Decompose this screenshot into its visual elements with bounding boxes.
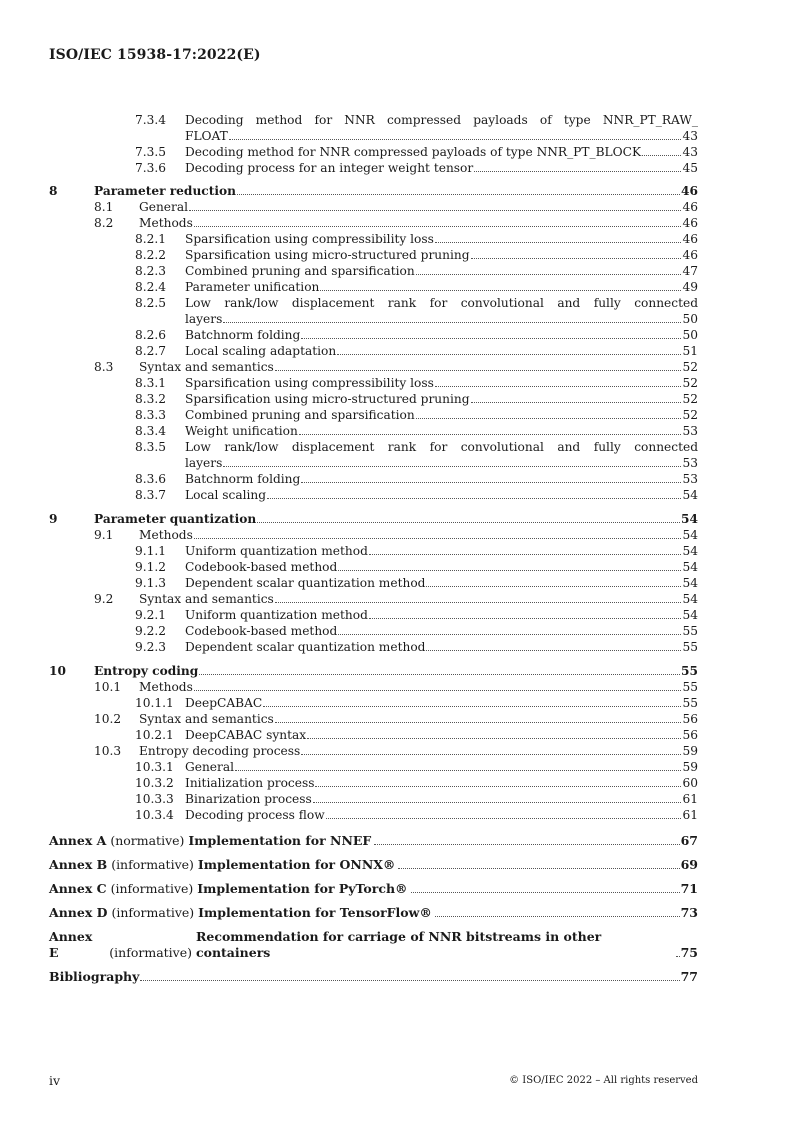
toc-title: Local scaling adaptation bbox=[185, 344, 337, 358]
toc-title: DeepCABAC bbox=[185, 696, 263, 710]
toc-number: 8.2.5 bbox=[135, 296, 167, 310]
toc-entry-9-1[interactable] bbox=[0, 527, 793, 543]
annex-type: (normative) bbox=[110, 833, 185, 848]
dot-leader bbox=[426, 586, 681, 587]
page-number: iv bbox=[49, 1073, 61, 1088]
toc-title: Batchnorm folding bbox=[185, 328, 301, 342]
toc-entry-8-2-6[interactable] bbox=[0, 327, 793, 343]
annex-title: Implementation for TensorFlow® bbox=[198, 905, 432, 920]
toc-page: 54 bbox=[682, 488, 698, 502]
toc-page: 54 bbox=[682, 544, 698, 558]
toc-entry-9-2-1[interactable] bbox=[0, 607, 793, 623]
toc-number: 8.3.7 bbox=[135, 488, 167, 502]
toc-annex-d[interactable] bbox=[0, 905, 793, 921]
toc-entry-8-3-7[interactable] bbox=[0, 487, 793, 503]
toc-title: Sparsification using micro-structured pruning bbox=[185, 248, 470, 262]
toc-page: 52 bbox=[682, 408, 698, 422]
toc-title: Decoding process for an integer weight tensor bbox=[185, 161, 474, 175]
dot-leader bbox=[320, 290, 681, 291]
toc-title: Sparsification using compressibility loss bbox=[185, 232, 434, 246]
toc-page: 56 bbox=[682, 712, 698, 726]
dot-leader bbox=[471, 402, 682, 403]
toc-entry-9-1-3[interactable] bbox=[0, 575, 793, 591]
toc-entry-8-2-3[interactable] bbox=[0, 263, 793, 279]
toc-entry-8-2-2[interactable] bbox=[0, 247, 793, 263]
annex-title: Recommendation for carriage of NNR bitstreams in other containers bbox=[196, 929, 602, 960]
dot-leader bbox=[235, 770, 681, 771]
toc-title: Entropy decoding process bbox=[139, 744, 301, 758]
dot-leader bbox=[326, 818, 682, 819]
dot-leader bbox=[676, 956, 680, 957]
toc-page: 53 bbox=[682, 456, 698, 470]
dot-leader bbox=[275, 370, 682, 371]
toc-clause-8[interactable] bbox=[0, 183, 793, 199]
dot-leader bbox=[435, 386, 682, 387]
dot-leader bbox=[435, 916, 680, 917]
dot-leader bbox=[398, 868, 679, 869]
annex-title: Implementation for ONNX® bbox=[197, 857, 396, 872]
toc-number: 9.1.3 bbox=[135, 576, 167, 590]
toc-number: 9.2 bbox=[94, 592, 114, 606]
table-of-contents bbox=[0, 112, 793, 985]
toc-number: 10.2 bbox=[94, 712, 122, 726]
toc-entry-8-2-1[interactable] bbox=[0, 231, 793, 247]
dot-leader bbox=[315, 786, 681, 787]
dot-leader bbox=[237, 194, 680, 195]
toc-title-line1: Low rank/low displacement rank for convolutional and fully connected bbox=[185, 440, 698, 454]
toc-title: Uniform quantization method bbox=[185, 608, 368, 622]
toc-title: Methods bbox=[139, 216, 193, 230]
dot-leader bbox=[194, 226, 682, 227]
dot-leader bbox=[275, 722, 682, 723]
dot-leader bbox=[199, 674, 680, 675]
toc-page: 55 bbox=[682, 640, 698, 654]
toc-number: 9.2.1 bbox=[135, 608, 167, 622]
toc-page: 46 bbox=[681, 184, 698, 198]
toc-page: 54 bbox=[682, 560, 698, 574]
toc-title: Weight unification bbox=[185, 424, 298, 438]
toc-page: 54 bbox=[682, 528, 698, 542]
toc-page: 50 bbox=[682, 312, 698, 326]
toc-title: Parameter quantization bbox=[94, 512, 257, 526]
toc-number: 8.3.4 bbox=[135, 424, 167, 438]
dot-leader bbox=[411, 892, 680, 893]
toc-number: 10.3.2 bbox=[135, 776, 174, 790]
toc-number: 7.3.6 bbox=[135, 161, 167, 175]
toc-title: Decoding method for NNR compressed payloads of type NNR_PT_BLOCK bbox=[185, 145, 642, 159]
toc-number: 10.3.1 bbox=[135, 760, 174, 774]
dot-leader bbox=[338, 634, 681, 635]
document-id-header: ISO/IEC 15938-17:2022(E) bbox=[49, 47, 261, 63]
toc-entry-8-3-1[interactable] bbox=[0, 375, 793, 391]
toc-entry-9-2-2[interactable] bbox=[0, 623, 793, 639]
toc-title: Decoding process flow bbox=[185, 808, 325, 822]
dot-leader bbox=[369, 554, 682, 555]
toc-title: Local scaling bbox=[185, 488, 267, 502]
copyright-notice: © ISO/IEC 2022 – All rights reserved bbox=[509, 1075, 698, 1086]
toc-number: 8 bbox=[49, 184, 58, 198]
toc-entry-10-3-4[interactable] bbox=[0, 807, 793, 823]
toc-number: 10.3.3 bbox=[135, 792, 174, 806]
toc-clause-10[interactable] bbox=[0, 663, 793, 679]
toc-page: 54 bbox=[682, 608, 698, 622]
annex-label: Annex C bbox=[49, 881, 107, 896]
dot-leader bbox=[299, 434, 682, 435]
annex-title: Implementation for NNEF bbox=[188, 833, 372, 848]
toc-page: 47 bbox=[682, 264, 698, 278]
toc-title: Sparsification using micro-structured pruning bbox=[185, 392, 470, 406]
toc-page: 49 bbox=[682, 280, 698, 294]
dot-leader bbox=[301, 482, 681, 483]
toc-number: 8.2.6 bbox=[135, 328, 167, 342]
toc-number: 8.3.5 bbox=[135, 440, 167, 454]
toc-number: 10.1 bbox=[94, 680, 122, 694]
toc-annex-b[interactable] bbox=[0, 857, 793, 873]
annex-type: (informative) bbox=[109, 945, 193, 960]
dot-leader bbox=[416, 274, 682, 275]
dot-leader bbox=[474, 171, 681, 172]
toc-number: 8.3.3 bbox=[135, 408, 167, 422]
dot-leader bbox=[369, 618, 682, 619]
annex-label: Annex D bbox=[49, 905, 108, 920]
toc-title: Dependent scalar quantization method bbox=[185, 640, 426, 654]
toc-title: DeepCABAC syntax bbox=[185, 728, 307, 742]
toc-title: Methods bbox=[139, 528, 193, 542]
toc-entry-10-2[interactable] bbox=[0, 711, 793, 727]
toc-title: Parameter unification bbox=[185, 280, 320, 294]
dot-leader bbox=[194, 690, 682, 691]
toc-title: Codebook-based method bbox=[185, 560, 338, 574]
toc-page: 52 bbox=[682, 376, 698, 390]
toc-entry-8-3-3[interactable] bbox=[0, 407, 793, 423]
toc-page: 53 bbox=[682, 424, 698, 438]
toc-page: 43 bbox=[682, 129, 698, 143]
toc-page: 45 bbox=[682, 161, 698, 175]
toc-page: 77 bbox=[680, 969, 698, 984]
toc-number: 9.2.2 bbox=[135, 624, 167, 638]
toc-number: 7.3.5 bbox=[135, 145, 167, 159]
toc-page: 46 bbox=[682, 248, 698, 262]
toc-title: Syntax and semantics bbox=[139, 360, 274, 374]
toc-page: 55 bbox=[682, 624, 698, 638]
toc-entry-7-3-5[interactable] bbox=[0, 144, 793, 160]
toc-entry-8-2-7[interactable] bbox=[0, 343, 793, 359]
toc-title: Batchnorm folding bbox=[185, 472, 301, 486]
toc-title: Entropy coding bbox=[94, 664, 199, 678]
dot-leader bbox=[301, 754, 681, 755]
toc-page: 71 bbox=[680, 881, 698, 896]
toc-number: 8.2 bbox=[94, 216, 114, 230]
dot-leader bbox=[338, 570, 681, 571]
annex-label: Annex A bbox=[49, 833, 107, 848]
toc-page: 59 bbox=[682, 744, 698, 758]
toc-title: Parameter reduction bbox=[94, 184, 236, 198]
toc-entry-10-3-1[interactable] bbox=[0, 759, 793, 775]
toc-page: 54 bbox=[682, 576, 698, 590]
toc-title: Dependent scalar quantization method bbox=[185, 576, 426, 590]
toc-number: 9.2.3 bbox=[135, 640, 167, 654]
toc-page: 46 bbox=[682, 200, 698, 214]
annex-label: Annex B bbox=[49, 857, 108, 872]
dot-leader bbox=[140, 980, 679, 981]
toc-number: 8.3.6 bbox=[135, 472, 167, 486]
toc-entry-9-1-2[interactable] bbox=[0, 559, 793, 575]
toc-number: 9.1.2 bbox=[135, 560, 167, 574]
toc-entry-8-3-4[interactable] bbox=[0, 423, 793, 439]
dot-leader bbox=[426, 650, 681, 651]
dot-leader bbox=[267, 498, 681, 499]
toc-page: 55 bbox=[681, 664, 698, 678]
toc-entry-8-2[interactable] bbox=[0, 215, 793, 231]
annex-label: Annex E bbox=[49, 929, 93, 960]
toc-title: Combined pruning and sparsification bbox=[185, 264, 415, 278]
toc-entry-10-3[interactable] bbox=[0, 743, 793, 759]
toc-annex-e[interactable] bbox=[0, 929, 793, 961]
toc-number: 10.3 bbox=[94, 744, 122, 758]
toc-entry-10-1-1[interactable] bbox=[0, 695, 793, 711]
toc-number: 10.2.1 bbox=[135, 728, 174, 742]
toc-entry-8-3[interactable] bbox=[0, 359, 793, 375]
toc-entry-8-3-5[interactable] bbox=[0, 439, 793, 471]
toc-entry-8-2-5[interactable] bbox=[0, 295, 793, 327]
toc-entry-9-2-3[interactable] bbox=[0, 639, 793, 655]
dot-leader bbox=[257, 522, 680, 523]
toc-page: 52 bbox=[682, 392, 698, 406]
toc-title: Sparsification using compressibility loss bbox=[185, 376, 434, 390]
toc-title-line2: FLOAT bbox=[185, 129, 228, 143]
toc-bibliography[interactable] bbox=[0, 969, 793, 985]
toc-entry-8-2-4[interactable] bbox=[0, 279, 793, 295]
toc-number: 8.2.4 bbox=[135, 280, 167, 294]
toc-number: 8.3.1 bbox=[135, 376, 167, 390]
toc-number: 10.1.1 bbox=[135, 696, 174, 710]
toc-title: Combined pruning and sparsification bbox=[185, 408, 415, 422]
toc-entry-9-1-1[interactable] bbox=[0, 543, 793, 559]
toc-title-line2: layers bbox=[185, 312, 223, 326]
dot-leader bbox=[642, 155, 681, 156]
toc-number: 8.3 bbox=[94, 360, 114, 374]
dot-leader bbox=[223, 466, 681, 467]
toc-number: 10 bbox=[49, 664, 66, 678]
toc-page: 52 bbox=[682, 360, 698, 374]
annex-type: (informative) bbox=[111, 857, 194, 872]
toc-number: 9.1.1 bbox=[135, 544, 167, 558]
toc-title: Uniform quantization method bbox=[185, 544, 368, 558]
toc-entry-7-3-6[interactable] bbox=[0, 160, 793, 176]
toc-entry-10-3-3[interactable] bbox=[0, 791, 793, 807]
dot-leader bbox=[307, 738, 681, 739]
annex-type: (informative) bbox=[110, 881, 194, 896]
toc-page: 55 bbox=[682, 680, 698, 694]
toc-number: 8.2.2 bbox=[135, 248, 167, 262]
toc-page: 60 bbox=[682, 776, 698, 790]
toc-number: 9 bbox=[49, 512, 58, 526]
toc-title: General bbox=[139, 200, 188, 214]
toc-number: 8.2.3 bbox=[135, 264, 167, 278]
toc-number: 8.2.7 bbox=[135, 344, 167, 358]
toc-page: 55 bbox=[682, 696, 698, 710]
dot-leader bbox=[435, 242, 682, 243]
annex-title: Implementation for PyTorch® bbox=[197, 881, 408, 896]
toc-title: General bbox=[185, 760, 234, 774]
toc-title: Methods bbox=[139, 680, 193, 694]
toc-title-line1: Low rank/low displacement rank for convolutional and fully connected bbox=[185, 296, 698, 310]
toc-annex-a[interactable] bbox=[0, 833, 793, 849]
toc-page: 46 bbox=[682, 232, 698, 246]
toc-page: 54 bbox=[682, 592, 698, 606]
toc-number: 7.3.4 bbox=[135, 113, 167, 127]
toc-title: Syntax and semantics bbox=[139, 712, 274, 726]
toc-page: 46 bbox=[682, 216, 698, 230]
toc-title-line1: Decoding method for NNR compressed payloads of type NNR_PT_RAW_ bbox=[185, 113, 698, 127]
toc-page: 51 bbox=[682, 344, 698, 358]
dot-leader bbox=[374, 844, 679, 845]
toc-page: 73 bbox=[680, 905, 698, 920]
toc-title: Syntax and semantics bbox=[139, 592, 274, 606]
toc-entry-7-3-4[interactable] bbox=[0, 112, 793, 144]
dot-leader bbox=[313, 802, 682, 803]
toc-page: 61 bbox=[682, 792, 698, 806]
toc-page: 50 bbox=[682, 328, 698, 342]
toc-page: 43 bbox=[682, 145, 698, 159]
toc-entry-10-1[interactable] bbox=[0, 679, 793, 695]
dot-leader bbox=[275, 602, 682, 603]
toc-entry-9-2[interactable] bbox=[0, 591, 793, 607]
toc-number: 10.3.4 bbox=[135, 808, 174, 822]
toc-clause-9[interactable] bbox=[0, 511, 793, 527]
toc-page: 53 bbox=[682, 472, 698, 486]
dot-leader bbox=[189, 210, 681, 211]
toc-annex-c[interactable] bbox=[0, 881, 793, 897]
toc-page: 67 bbox=[680, 833, 698, 848]
dot-leader bbox=[337, 354, 681, 355]
toc-page: 75 bbox=[680, 945, 698, 960]
toc-entry-8-3-6[interactable] bbox=[0, 471, 793, 487]
toc-page: 61 bbox=[682, 808, 698, 822]
toc-entry-10-3-2[interactable] bbox=[0, 775, 793, 791]
dot-leader bbox=[263, 706, 681, 707]
toc-entry-10-2-1[interactable] bbox=[0, 727, 793, 743]
toc-title: Bibliography bbox=[49, 969, 140, 984]
toc-title-line2: layers bbox=[185, 456, 223, 470]
dot-leader bbox=[471, 258, 682, 259]
toc-page: 56 bbox=[682, 728, 698, 742]
toc-page: 54 bbox=[681, 512, 698, 526]
dot-leader bbox=[416, 418, 682, 419]
dot-leader bbox=[223, 322, 681, 323]
toc-title: Initialization process bbox=[185, 776, 315, 790]
dot-leader bbox=[229, 139, 682, 140]
toc-title: Binarization process bbox=[185, 792, 312, 806]
toc-entry-8-3-2[interactable] bbox=[0, 391, 793, 407]
toc-number: 8.3.2 bbox=[135, 392, 167, 406]
toc-number: 8.2.1 bbox=[135, 232, 167, 246]
annex-type: (informative) bbox=[111, 905, 195, 920]
toc-number: 9.1 bbox=[94, 528, 114, 542]
toc-title: Codebook-based method bbox=[185, 624, 338, 638]
dot-leader bbox=[194, 538, 682, 539]
dot-leader bbox=[301, 338, 681, 339]
toc-entry-8-1[interactable] bbox=[0, 199, 793, 215]
toc-page: 69 bbox=[680, 857, 698, 872]
toc-page: 59 bbox=[682, 760, 698, 774]
toc-number: 8.1 bbox=[94, 200, 114, 214]
